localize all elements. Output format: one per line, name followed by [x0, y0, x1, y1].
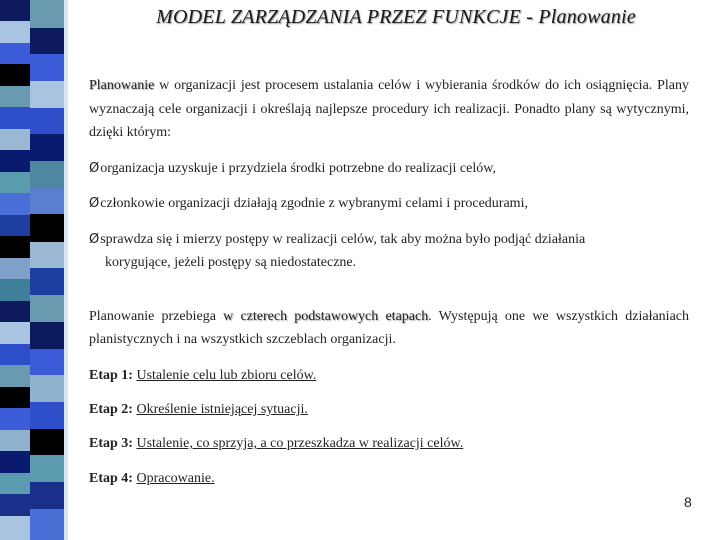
intro-paragraph — [89, 74, 689, 145]
stages-intro-after: . Występują one we wszystkich działaniach planistycznych i na wszystkich szczeblach organizacji. — [89, 309, 689, 347]
stage-item — [89, 469, 215, 489]
bullet-text: organizacja uzyskuje i przydziela środki potrzebne do realizacji celów, — [100, 161, 496, 176]
stage-text: Ustalenie, co sprzyja, a co przeszkadza w realizacji celów. — [136, 436, 464, 451]
page-number: 8 — [684, 494, 692, 510]
intro-term: Planowanie — [89, 78, 155, 93]
bullet-continuation: korygujące, jeżeli postępy są niedostateczne. — [105, 255, 357, 270]
decorative-color-strip — [0, 0, 68, 540]
stage-label: Etap 3: — [89, 436, 133, 451]
stage-text: Opracowanie. — [136, 471, 215, 486]
bullet-text: członkowie organizacji działają zgodnie z wybranymi celami i procedurami, — [100, 196, 528, 211]
stages-intro-emphasis: w czterech podstawowych etapach — [223, 309, 429, 324]
stage-label: Etap 4: — [89, 471, 133, 486]
bullet-text: sprawdza się i mierzy postępy w realizacji celów, tak aby można było podjąć działania — [100, 232, 586, 247]
stage-item — [89, 366, 316, 386]
stage-text: Ustalenie celu lub zbioru celów. — [136, 368, 317, 383]
stage-item — [89, 434, 463, 454]
bullet-item — [89, 157, 691, 180]
slide-title: MODEL ZARZĄDZANIA PRZEZ FUNKCJE - Planowanie — [156, 6, 636, 28]
arrow-bullet-icon: Ø — [89, 232, 100, 247]
stage-label: Etap 2: — [89, 402, 133, 417]
arrow-bullet-icon: Ø — [89, 161, 100, 176]
bullet-item — [89, 228, 691, 274]
stages-intro-before: Planowanie przebiega — [89, 309, 224, 324]
stages-paragraph — [89, 305, 689, 351]
stage-text: Określenie istniejącej sytuacji. — [136, 402, 308, 417]
stage-label: Etap 1: — [89, 368, 133, 383]
intro-text: w organizacji jest procesem ustalania celów i wybierania środków do ich osiągnięcia. Plany wyznaczają cele organizacji i określają najlepsze procedury ich realizacji. Ponadto plany są wytycznymi, dzięki którym: — [89, 78, 689, 140]
stage-item — [89, 400, 308, 420]
bullet-item — [89, 192, 691, 215]
arrow-bullet-icon: Ø — [89, 196, 100, 211]
